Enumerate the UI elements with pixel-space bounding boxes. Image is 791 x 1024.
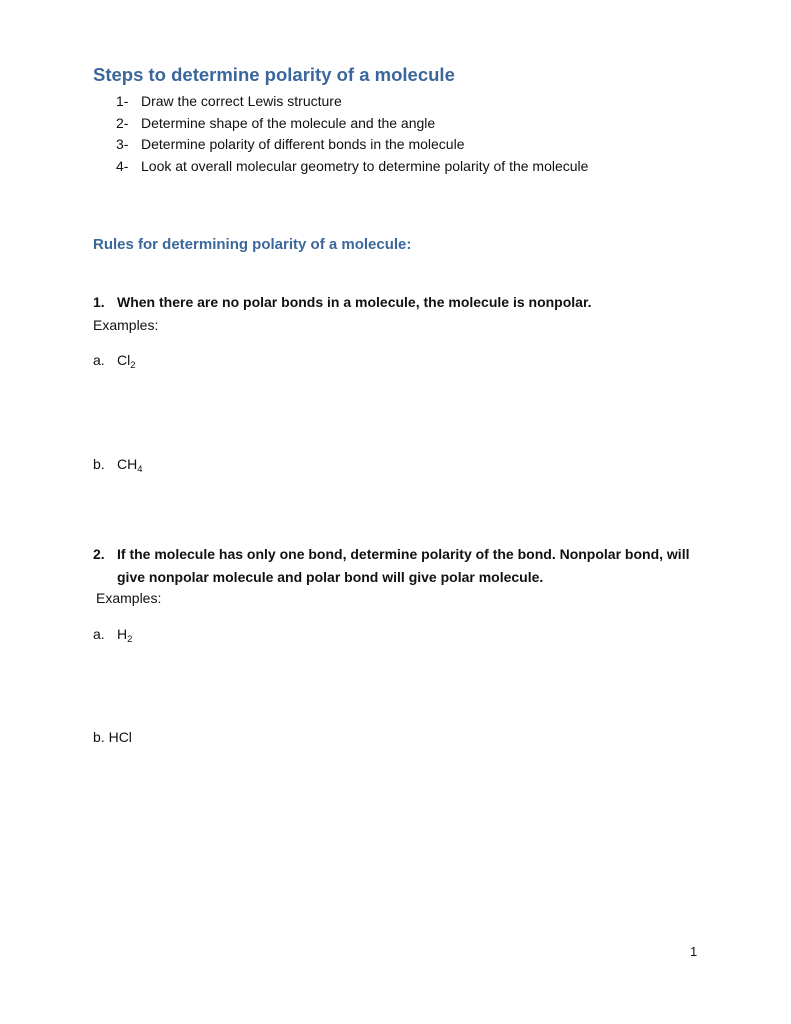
rule-2-continuation: give nonpolar molecule and polar bond will give polar molecule. — [117, 569, 544, 585]
formula-subscript: 4 — [137, 464, 143, 475]
example-ch4 — [93, 456, 143, 475]
rule-text: When there are no polar bonds in a molecule, the molecule is nonpolar. — [117, 294, 592, 310]
example-hcl — [93, 729, 132, 745]
step-text: Look at overall molecular geometry to determine polarity of the molecule — [141, 158, 589, 174]
rules-title: Rules for determining polarity of a molecule: — [93, 236, 412, 253]
example-h2 — [93, 626, 133, 645]
formula-base: CH — [117, 456, 138, 472]
rule-2 — [93, 546, 689, 562]
formula-subscript: 2 — [127, 634, 133, 645]
step-number: 1- — [116, 93, 129, 109]
rule-1 — [93, 294, 592, 310]
formula-subscript: 2 — [130, 360, 136, 371]
step-3 — [116, 136, 464, 152]
rule-number: 2. — [93, 546, 105, 562]
examples-label: Examples: — [96, 590, 162, 606]
step-4 — [116, 158, 588, 174]
step-text: Determine polarity of different bonds in the molecule — [141, 136, 465, 152]
formula-base: H — [117, 626, 128, 642]
example-label: b. — [93, 456, 105, 472]
example-label: a. — [93, 626, 105, 642]
page-number: 1 — [690, 944, 698, 959]
example-label: a. — [93, 352, 105, 368]
rule-number: 1. — [93, 294, 105, 310]
formula-base: HCl — [108, 729, 132, 745]
example-cl2 — [93, 352, 136, 371]
step-number: 2- — [116, 115, 129, 131]
step-number: 4- — [116, 158, 129, 174]
rule-text: If the molecule has only one bond, determine polarity of the bond. Nonpolar bond, will — [117, 546, 690, 562]
steps-title: Steps to determine polarity of a molecule — [93, 64, 455, 85]
step-text: Draw the correct Lewis structure — [141, 93, 342, 109]
step-number: 3- — [116, 136, 129, 152]
example-label: b. — [93, 729, 105, 745]
examples-label: Examples: — [93, 317, 159, 333]
step-text: Determine shape of the molecule and the angle — [141, 115, 436, 131]
step-2 — [116, 115, 435, 131]
step-1 — [116, 93, 342, 109]
formula-base: Cl — [117, 352, 131, 368]
